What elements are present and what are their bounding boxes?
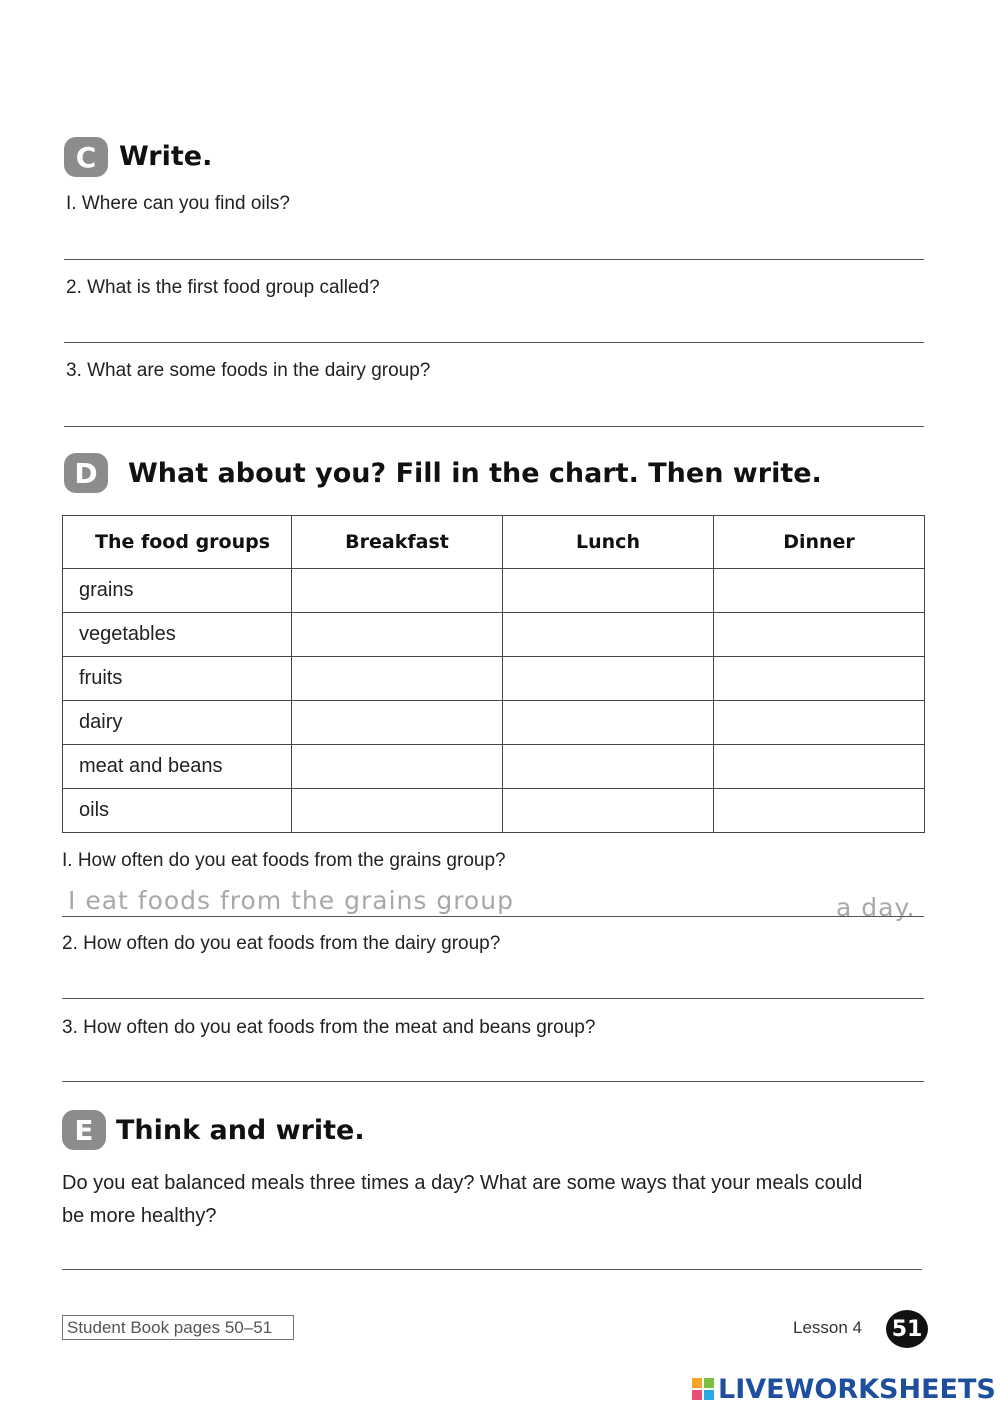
row-label-vegetables: vegetables	[63, 613, 292, 657]
row-label-dairy: dairy	[63, 701, 292, 745]
section-d-answer-3[interactable]	[62, 1081, 924, 1082]
section-e-badge: E	[62, 1110, 106, 1150]
row-label-fruits: fruits	[63, 657, 292, 701]
vegetables-breakfast-cell[interactable]	[292, 613, 503, 657]
page-number-badge: 51	[886, 1310, 928, 1348]
table-row	[63, 789, 925, 833]
student-book-reference: Student Book pages 50–51	[62, 1315, 294, 1340]
section-c-answer-3[interactable]	[64, 426, 924, 427]
section-c-question-3: 3. What are some foods in the dairy group?	[66, 360, 431, 381]
liveworksheets-logo-icon	[692, 1378, 714, 1400]
grains-breakfast-cell[interactable]	[292, 569, 503, 613]
section-d-title: What about you? Fill in the chart. Then write.	[128, 458, 822, 489]
dairy-breakfast-cell[interactable]	[292, 701, 503, 745]
grains-dinner-cell[interactable]	[714, 569, 925, 613]
table-row	[63, 745, 925, 789]
fruits-dinner-cell[interactable]	[714, 657, 925, 701]
meat-and-beans-dinner-cell[interactable]	[714, 745, 925, 789]
example-answer-end: a day.	[836, 893, 916, 922]
section-e-answer[interactable]	[62, 1269, 922, 1270]
section-e-prompt-line-2: be more healthy?	[62, 1205, 217, 1227]
chart-header-food-groups: The food groups	[63, 516, 292, 569]
section-d-answer-1-line	[62, 916, 924, 917]
chart-header-lunch: Lunch	[503, 516, 714, 569]
section-e-title: Think and write.	[116, 1115, 365, 1146]
table-row	[63, 569, 925, 613]
oils-lunch-cell[interactable]	[503, 789, 714, 833]
food-groups-chart	[62, 515, 925, 833]
row-label-meat-and-beans: meat and beans	[63, 745, 292, 789]
section-c-title: Write.	[119, 141, 213, 172]
section-d-answer-2[interactable]	[62, 998, 924, 999]
section-c-question-1: I. Where can you find oils?	[66, 193, 290, 214]
row-label-oils: oils	[63, 789, 292, 833]
section-d-question-3: 3. How often do you eat foods from the meat and beans group?	[62, 1017, 596, 1038]
section-d-badge: D	[64, 453, 108, 493]
dairy-lunch-cell[interactable]	[503, 701, 714, 745]
row-label-grains: grains	[63, 569, 292, 613]
table-row	[63, 657, 925, 701]
liveworksheets-logo	[692, 1374, 996, 1404]
fruits-lunch-cell[interactable]	[503, 657, 714, 701]
section-c-answer-2[interactable]	[64, 342, 924, 343]
liveworksheets-logo-text: LIVEWORKSHEETS	[718, 1373, 996, 1405]
section-c-answer-1[interactable]	[64, 247, 924, 260]
fruits-breakfast-cell[interactable]	[292, 657, 503, 701]
section-e-prompt-line-1: Do you eat balanced meals three times a day? What are some ways that your meals could	[62, 1172, 863, 1194]
chart-header-dinner: Dinner	[714, 516, 925, 569]
section-c-question-2: 2. What is the first food group called?	[66, 277, 380, 298]
vegetables-dinner-cell[interactable]	[714, 613, 925, 657]
chart-header-breakfast: Breakfast	[292, 516, 503, 569]
chart-header-row	[63, 516, 925, 569]
section-d-question-2: 2. How often do you eat foods from the dairy group?	[62, 933, 501, 954]
meat-and-beans-breakfast-cell[interactable]	[292, 745, 503, 789]
lesson-label: Lesson 4	[793, 1318, 862, 1337]
meat-and-beans-lunch-cell[interactable]	[503, 745, 714, 789]
section-d-question-1: I. How often do you eat foods from the grains group?	[62, 850, 506, 871]
table-row	[63, 613, 925, 657]
oils-breakfast-cell[interactable]	[292, 789, 503, 833]
example-answer-start: I eat foods from the grains group	[68, 886, 514, 915]
grains-lunch-cell[interactable]	[503, 569, 714, 613]
section-c-badge: C	[64, 137, 108, 177]
vegetables-lunch-cell[interactable]	[503, 613, 714, 657]
oils-dinner-cell[interactable]	[714, 789, 925, 833]
dairy-dinner-cell[interactable]	[714, 701, 925, 745]
table-row	[63, 701, 925, 745]
